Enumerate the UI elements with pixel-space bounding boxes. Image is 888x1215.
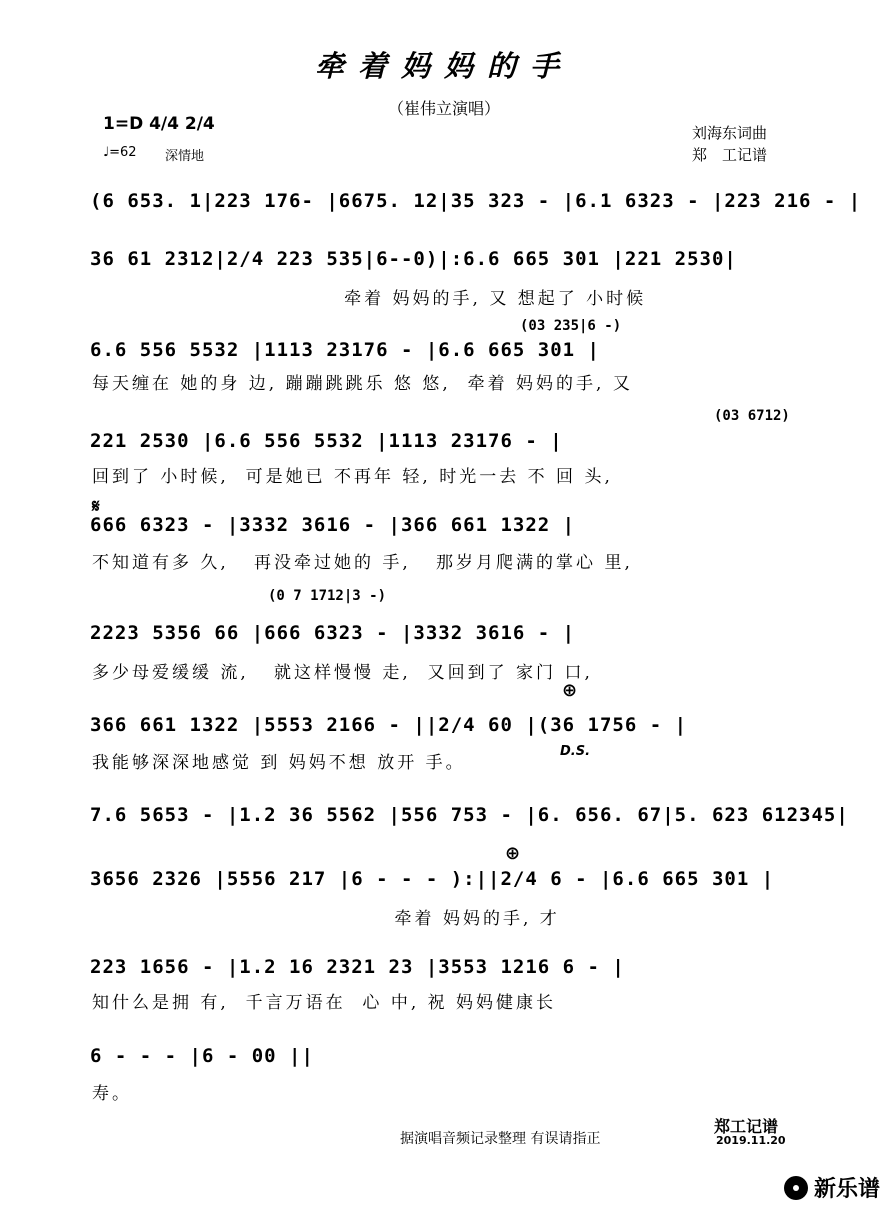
bracket-note: (03 6712) — [714, 408, 790, 424]
page-title: 牵着妈妈的手 — [314, 49, 573, 83]
music-row: 7.6 5653 - |1.2 36 5562 |556 753 - |6. 656. 67|5. 623 612345| — [90, 804, 849, 826]
site-logo — [784, 1172, 880, 1203]
logo-disc-icon — [784, 1176, 808, 1200]
music-row: 223 1656 - |1.2 16 2321 23 |3553 1216 6 - | — [90, 956, 625, 978]
bracket-note: (0 7 1712|3 -) — [268, 588, 387, 604]
footer-date: 2019.11.20 — [716, 1134, 786, 1147]
music-row: 36 61 2312|2/4 223 535|6--0)|:6.6 665 301 |221 2530| — [90, 248, 737, 270]
footer-note: 据演唱音频记录整理 有误请指正 — [400, 1131, 601, 1147]
footer-sign: 郑工记谱 — [714, 1117, 779, 1136]
lyric-row: 牵着 妈妈的手, 又 想起了 小时候 — [92, 289, 647, 309]
music-row: 6 - - - |6 - 00 || — [90, 1045, 314, 1067]
transcriber-credit: 郑 工记谱 — [692, 146, 768, 164]
logo-text: 新乐谱 — [813, 1177, 880, 1202]
lyric-row: 牵着 妈妈的手, 才 — [92, 909, 560, 929]
expression-mark: 深情地 — [165, 149, 205, 164]
music-row: 3656 2326 |5556 217 |6 - - - ):||2/4 6 - |6.6 665 301 | — [90, 868, 775, 890]
music-row: 2223 5356 66 |666 6323 - |3332 3616 - | — [90, 622, 576, 644]
lyric-row: 不知道有多 久, 再没牵过她的 手, 那岁月爬满的掌心 里, — [92, 553, 633, 573]
lyric-row: 每天缠在 她的身 边, 蹦蹦跳跳乐 悠 悠, 牵着 妈妈的手, 又 — [92, 374, 633, 394]
segno-icon: 𝄋 — [92, 496, 100, 517]
key-signature: 1=D 4/4 2/4 — [103, 114, 215, 134]
lyric-row: 多少母爱缓缓 流, 就这样慢慢 走, 又回到了 家门 口, — [92, 663, 593, 683]
music-row: 221 2530 |6.6 556 5532 |1113 23176 - | — [90, 430, 563, 452]
music-row: 666 6323 - |3332 3616 - |366 661 1322 | — [90, 514, 576, 536]
lyric-row: 回到了 小时候, 可是她已 不再年 轻, 时光一去 不 回 头, — [92, 467, 613, 487]
music-row: (6 653. 1|223 176- |6675. 12|35 323 - |6.1 6323 - |223 216 - | — [90, 190, 862, 212]
coda-icon: ⊕ — [562, 680, 578, 701]
music-row: 366 661 1322 |5553 2166 - ||2/4 60 |(36 1756 - | — [90, 714, 688, 736]
coda-icon: ⊕ — [505, 843, 521, 864]
singer-credit: （崔伟立演唱） — [387, 99, 500, 118]
lyric-row: 知什么是拥 有, 千言万语在 心 中, 祝 妈妈健康长 — [92, 993, 557, 1013]
lyric-row: 我能够深深地感觉 到 妈妈不想 放开 手。 — [92, 753, 466, 773]
music-row: 6.6 556 5532 |1113 23176 - |6.6 665 301 | — [90, 339, 600, 361]
bracket-note: (03 235|6 -) — [520, 318, 622, 334]
composer-credit: 刘海东词曲 — [692, 124, 768, 142]
lyric-row: 寿。 — [92, 1084, 132, 1104]
tempo-mark: ♩=62 — [103, 145, 137, 160]
ds-mark: D.S. — [560, 744, 591, 759]
